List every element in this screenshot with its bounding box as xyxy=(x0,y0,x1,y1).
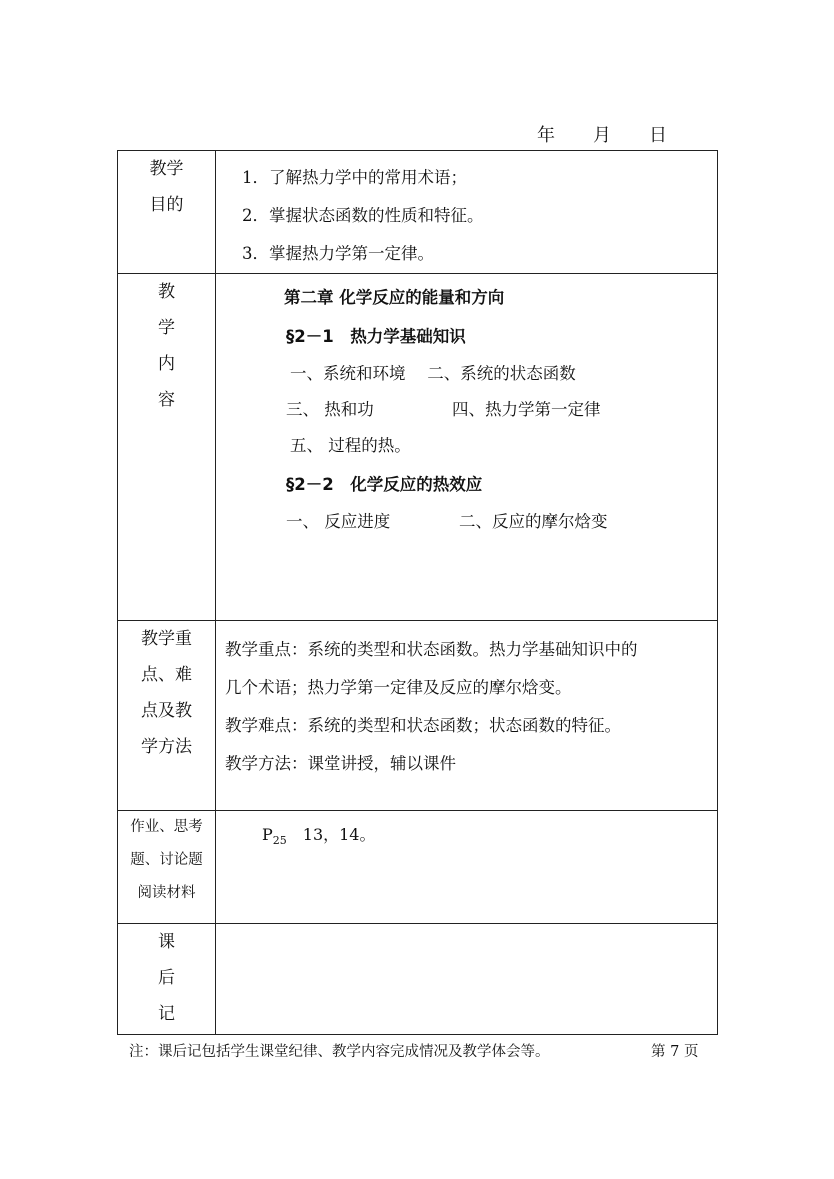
objective-item: 1．了解热力学中的常用术语； xyxy=(242,168,467,187)
content-line: 二、反应的摩尔焓变 xyxy=(459,512,608,531)
row-homework xyxy=(118,811,718,924)
footer-note: 注：课后记包括学生课堂纪律、教学内容完成情况及教学体会等。 xyxy=(129,1044,550,1060)
date-line xyxy=(537,121,667,147)
lesson-plan-table xyxy=(117,150,718,1035)
label-afterclass: 课 后 记 xyxy=(118,924,216,1035)
label-keypoints: 教学重 点、难 点及教 学方法 xyxy=(118,621,216,811)
label-homework: 作业、思考 题、讨论题 阅读材料 xyxy=(118,811,216,924)
objective-item: 2．掌握状态函数的性质和特征。 xyxy=(242,206,484,225)
content-line: 一、系统和环境 二、系统的状态函数 xyxy=(290,364,576,383)
row-content xyxy=(118,274,718,621)
row-objectives xyxy=(118,151,718,274)
row-keypoints xyxy=(118,621,718,811)
homework-cell xyxy=(216,811,718,924)
content-line: 四、热力学第一定律 xyxy=(452,400,601,419)
keypoint-line: 教学难点：系统的类型和状态函数；状态函数的特征。 xyxy=(225,716,621,735)
keypoint-line: 教学方法：课堂讲授，辅以课件 xyxy=(225,754,456,773)
objective-item: 3．掌握热力学第一定律。 xyxy=(242,244,434,263)
section-title-1: §2－1 热力学基础知识 xyxy=(286,327,466,346)
keypoint-line: 几个术语；热力学第一定律及反应的摩尔焓变。 xyxy=(225,678,572,697)
afterclass-cell xyxy=(216,924,718,1035)
section-title-2: §2－2 化学反应的热效应 xyxy=(286,475,483,494)
date-day: 日 xyxy=(649,125,667,146)
content-line: 一、 反应进度 xyxy=(286,512,391,531)
keypoints-cell xyxy=(216,621,718,811)
row-afterclass xyxy=(118,924,718,1035)
content-line: 三、 热和功 xyxy=(286,400,374,419)
date-year: 年 xyxy=(537,125,555,146)
label-objectives: 教学 目的 xyxy=(118,151,216,274)
objectives-cell xyxy=(216,151,718,274)
label-content: 教 学 内 容 xyxy=(118,274,216,621)
keypoint-line: 教学重点：系统的类型和状态函数。热力学基础知识中的 xyxy=(225,640,638,659)
content-cell xyxy=(216,274,718,621)
page-number: 第 7 页 xyxy=(651,1044,699,1060)
content-line: 五、 过程的热。 xyxy=(290,436,411,455)
chapter-title: 第二章 化学反应的能量和方向 xyxy=(284,288,505,307)
homework-text: $P_{25}$ 13，14。 xyxy=(262,825,376,848)
date-month: 月 xyxy=(593,125,611,146)
